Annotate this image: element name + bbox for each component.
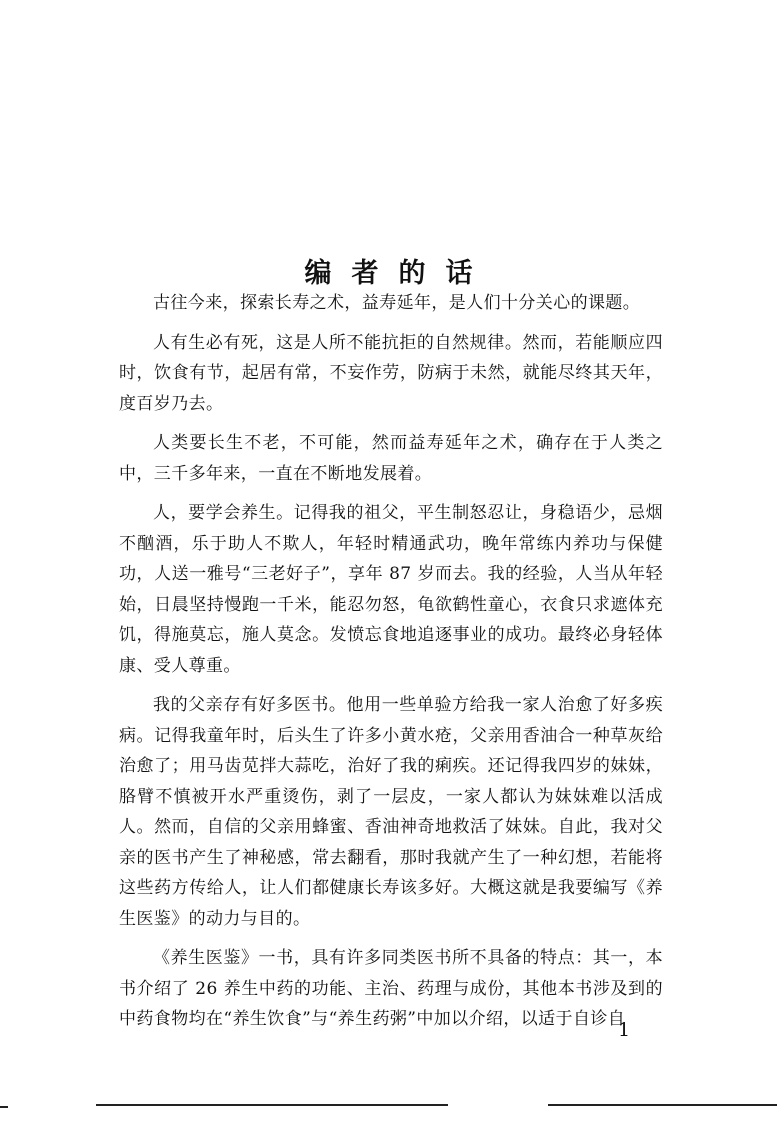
- paragraph: 我的父亲存有好多医书。他用一些单验方给我一家人治愈了好多疾病。记得我童年时，后头生了许多小黄水疮，父亲用香油合一种草灰给治愈了；用马齿苋拌大蒜吃，治好了我的痢疾。还记得我四岁的妹妹，胳臂不慎被开水严重烫伤，剥了一层皮，一家人都认为妹妹难以活成人。然而，自信的父亲用蜂蜜、香油神奇地救活了妹妹。自此，我对父亲的医书产生了神秘感，常去翻看，那时我就产生了一种幻想，若能将这些药方传给人，让人们都健康长寿该多好。大概这就是我要编写《养生医鉴》的动力与目的。: [119, 695, 663, 929]
- page-title: 编者的话: [304, 258, 493, 290]
- paragraph: 人有生必有死，这是人所不能抗拒的自然规律。然而，若能顺应四时，饮食有节，起居有常，不妄作劳，防病于未然，就能尽终其天年，度百岁乃去。: [119, 332, 663, 414]
- scan-artifact-line: [96, 1104, 448, 1106]
- body-text: [119, 288, 663, 1044]
- paragraph: 人类要长生不老，不可能，然而益寿延年之术，确存在于人类之中，三千多年来，一直在不断地发展着。: [119, 433, 663, 484]
- scan-artifact-line: [0, 1106, 8, 1108]
- page-number: 1: [618, 1019, 631, 1041]
- paragraph: 《养生医鉴》一书，具有许多同类医书所不具备的特点：其一，本书介绍了 26 养生中药的功能、主治、药理与成份，其他本书涉及到的中药食物均在“养生饮食”与“养生药粥”中加以介绍，以适于自诊自: [119, 948, 663, 1029]
- scan-artifact-line: [548, 1104, 777, 1106]
- paragraph: 古往今来，探索长寿之术，益寿延年，是人们十分关心的课题。: [153, 293, 641, 313]
- paragraph: 人，要学会养生。记得我的祖父，平生制怒忍让，身稳语少，忌烟不酗酒，乐于助人不欺人，年轻时精通武功，晚年常练内养功与保健功，人送一雅号“三老好子”，享年 87 岁而去。我的经验，人当从年轻始，日晨坚持慢跑一千米，能忍勿怒，龟欲鹤性童心，衣食只求遮体充饥，得施莫忘，施人莫念。发愤忘食地追逐事业的成功。最终必身轻体康、受人尊重。: [119, 503, 663, 676]
